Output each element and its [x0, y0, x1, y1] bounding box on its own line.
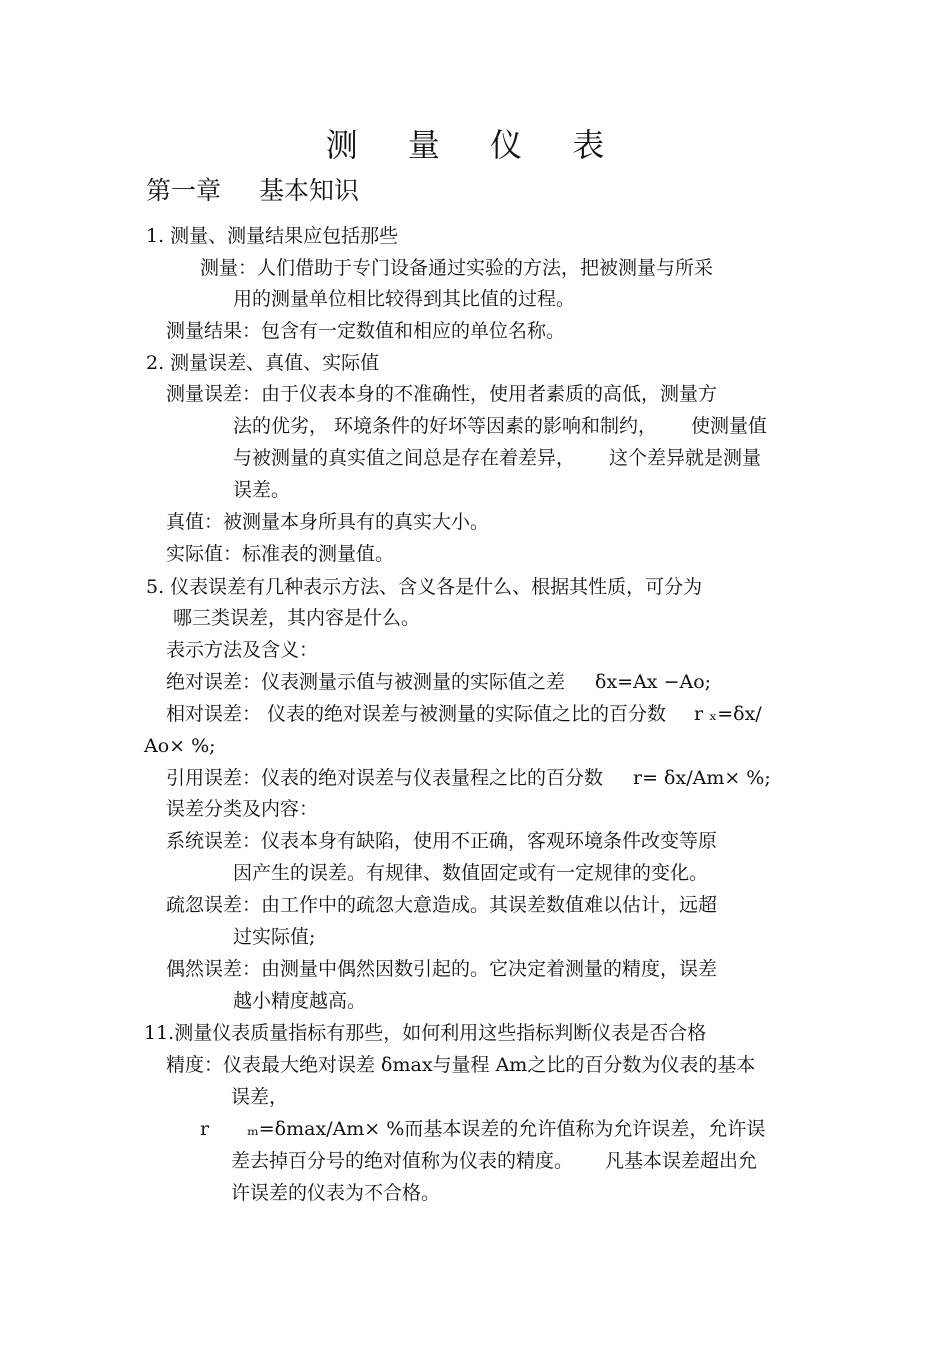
q5-absolute-error [166, 670, 711, 694]
q5-reference-error-formula: r= δx/Am× %; [633, 767, 771, 789]
q5-methods-heading: 表示方法及含义： [166, 639, 319, 661]
q2-true-value-def: 真值：被测量本身所具有的真实大小。 [166, 511, 490, 533]
q2-error-def-line3-part2: 这个差异就是测量 [609, 447, 762, 469]
q5-absolute-error-text: 绝对误差：仪表测量示值与被测量的实际值之差 [166, 671, 566, 693]
q11-precision-line4-part1: 差去掉百分号的绝对值称为仪表的精度。 [231, 1150, 574, 1172]
question-5-line1: 5. 仪表误差有几种表示方法、含义各是什么、根据其性质，可分为 [146, 576, 703, 598]
q2-actual-value-def: 实际值：标准表的测量值。 [166, 543, 395, 565]
q5-relative-error-text: 相对误差： 仪表的绝对误差与被测量的实际值之比的百分数 [166, 703, 667, 725]
question-11: 11.测量仪表质量指标有那些，如何利用这些指标判断仪表是否合格 [144, 1022, 707, 1044]
chapter-number: 第一章 [146, 176, 222, 205]
q1-result-def: 测量结果：包含有一定数值和相应的单位名称。 [166, 320, 566, 342]
q5-classification-heading: 误差分类及内容： [166, 798, 319, 820]
q11-precision-line4 [231, 1149, 757, 1173]
q5-absolute-error-formula: δx=Ax −Ao; [595, 671, 712, 693]
q5-systematic-error-line1: 系统误差：仪表本身有缺陷，使用不正确，客观环境条件改变等原 [166, 830, 718, 852]
q5-relative-error-formula: r ₓ=δx/ [694, 703, 762, 725]
q2-error-def-line4: 误差。 [233, 479, 291, 501]
q2-error-def-line2 [233, 414, 767, 438]
q2-error-def-line2-part1: 法的优劣， 环境条件的好坏等因素的影响和制约， [233, 415, 658, 437]
chapter-heading [146, 176, 359, 206]
question-2: 2. 测量误差、真值、实际值 [146, 352, 380, 374]
question-5-line2: 哪三类误差，其内容是什么。 [173, 607, 421, 629]
q5-gross-error-line1: 疏忽误差：由工作中的疏忽大意造成。其误差数值难以估计，远超 [166, 894, 718, 916]
q2-error-def-line1: 测量误差：由于仪表本身的不准确性，使用者素质的高低，测量方 [166, 383, 718, 405]
q11-precision-line5: 许误差的仪表为不合格。 [231, 1182, 441, 1204]
q11-precision-line4-part2: 凡基本误差超出允 [605, 1150, 758, 1172]
q5-reference-error-text: 引用误差：仪表的绝对误差与仪表量程之比的百分数 [166, 767, 604, 789]
chapter-name: 基本知识 [259, 176, 360, 205]
q5-random-error-line2: 越小精度越高。 [233, 990, 367, 1012]
q5-relative-error-formula-cont: Ao× %; [144, 735, 216, 757]
question-1: 1. 测量、测量结果应包括那些 [146, 225, 399, 247]
q1-measure-def-line1: 测量：人们借助于专门设备通过实验的方法，把被测量与所采 [200, 257, 714, 279]
q2-error-def-line2-part2: 使测量值 [691, 415, 768, 437]
q1-measure-def-line2: 用的测量单位相比较得到其比值的过程。 [233, 288, 576, 310]
q2-error-def-line3-part1: 与被测量的真实值之间总是存在着差异， [233, 447, 576, 469]
q5-gross-error-line2: 过实际值; [233, 926, 316, 948]
q5-relative-error [166, 702, 762, 726]
q11-formula-text: ₘ=δmax/Am× %而基本误差的允许值称为允许误差，允许误 [247, 1118, 766, 1140]
q5-systematic-error-line2: 因产生的误差。有规律、数值固定或有一定规律的变化。 [233, 862, 709, 884]
q11-precision-line1: 精度：仪表最大绝对误差 δmax与量程 Am之比的百分数为仪表的基本 [166, 1054, 756, 1076]
q11-precision-formula-line [200, 1117, 765, 1141]
q5-reference-error [166, 766, 771, 790]
q5-random-error-line1: 偶然误差：由测量中偶然因数引起的。它决定着测量的精度，误差 [166, 958, 718, 980]
q11-formula-symbol: r [200, 1118, 210, 1140]
q11-precision-line2: 误差， [231, 1086, 289, 1108]
document-title: 测 量 仪 表 [325, 126, 625, 164]
q2-error-def-line3 [233, 446, 761, 470]
